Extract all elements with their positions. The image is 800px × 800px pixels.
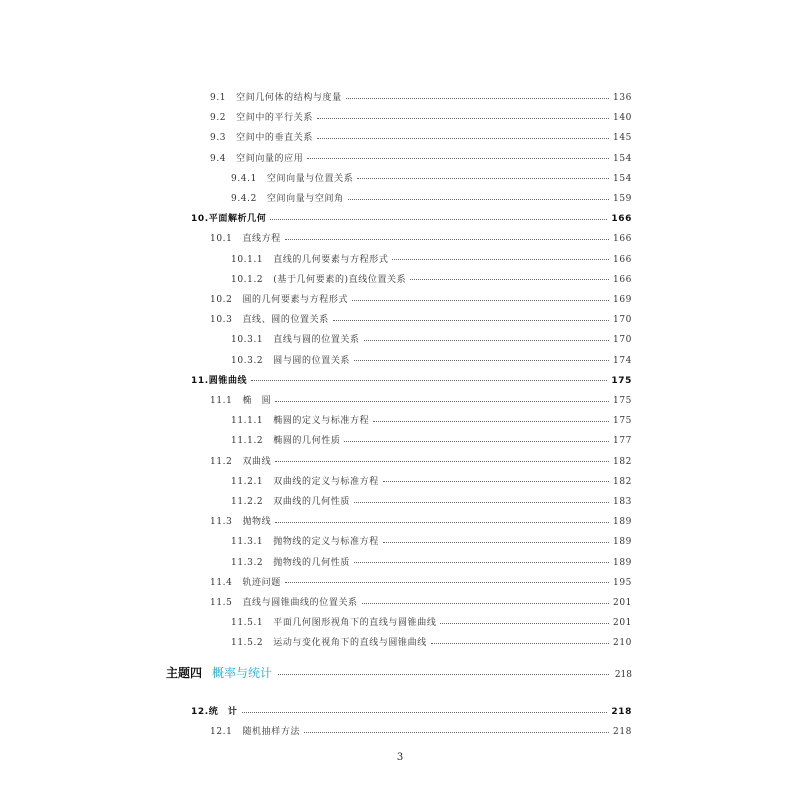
toc-entry[interactable]: [231, 534, 632, 547]
toc-entry-title: 圆与圆的位置关系: [273, 355, 351, 366]
toc-entry-page-number: 170: [613, 335, 632, 346]
dot-leader: [317, 117, 609, 119]
theme-name: 概率与统计: [212, 666, 273, 680]
dot-leader: [362, 602, 609, 604]
theme-label: 主题四: [166, 666, 203, 680]
toc-entry-title: 空间几何体的结构与度量: [236, 93, 342, 103]
toc-entry-number: 11.3.1: [231, 537, 264, 548]
toc-entry-number: 11.2: [210, 456, 233, 467]
toc-entry-page-number: 145: [613, 133, 632, 144]
toc-entry-title: 抛物线的定义与标准方程: [273, 537, 379, 548]
toc-entry-page-number: 174: [613, 355, 632, 366]
toc-entry-title: 椭圆的定义与标准方程: [273, 416, 370, 427]
toc-entry-number: 9.3: [210, 133, 227, 144]
toc-entry-title: 随机抽样方法: [242, 727, 301, 737]
toc-entry-page-number: 183: [613, 497, 632, 507]
toc-entry-number: 10.1.2: [231, 274, 264, 285]
toc-entry[interactable]: [210, 130, 632, 143]
toc-entry[interactable]: [210, 292, 632, 305]
toc-entry-title: 空间中的垂直关系: [236, 133, 313, 144]
toc-entry[interactable]: [210, 454, 632, 467]
toc-entry-page-number: 218: [613, 727, 632, 737]
toc-entry-title: 空间向量与空间角: [266, 194, 344, 204]
toc-entry-number: 9.4.2: [231, 194, 257, 204]
toc-entry-title: 直线、圆的位置关系: [242, 315, 329, 326]
toc-entry-title: 圆的几何要素与方程形式: [242, 295, 349, 305]
toc-entry-page-number: 182: [613, 456, 632, 467]
toc-entry-number: 11.: [191, 375, 209, 386]
toc-entry[interactable]: [231, 474, 632, 487]
toc-entry[interactable]: [210, 514, 632, 527]
page-footer-number: 3: [396, 752, 404, 763]
toc-entry-number: 10.1.1: [231, 254, 264, 265]
toc-entry[interactable]: [210, 312, 632, 325]
dot-leader: [364, 339, 609, 341]
toc-entry-title: 直线与圆锥曲线的位置关系: [242, 598, 358, 608]
toc-entry[interactable]: [231, 171, 632, 184]
toc-entry[interactable]: [231, 191, 632, 204]
toc-entry-page-number: 175: [611, 375, 632, 386]
toc-entry-page-number: 154: [613, 153, 632, 164]
toc-entry-number: 9.4: [210, 153, 227, 164]
toc-entry-title: 双曲线的几何性质: [273, 497, 351, 507]
toc-entry-title: 空间向量与位置关系: [266, 173, 354, 184]
toc-entry[interactable]: [231, 615, 632, 628]
dot-leader: [317, 137, 609, 139]
dot-leader: [383, 480, 609, 482]
toc-entry-number: 11.1.2: [231, 436, 264, 447]
toc-entry-number: 11.4: [210, 577, 233, 588]
dot-leader: [242, 711, 608, 713]
toc-entry-page-number: 166: [613, 254, 632, 265]
dot-leader: [275, 460, 609, 462]
toc-entry-number: 11.1.1: [231, 416, 264, 427]
dot-leader: [431, 642, 609, 644]
toc-entry-number: 11.3.2: [231, 557, 264, 568]
toc-entry-title: 空间中的平行关系: [236, 113, 313, 124]
toc-entry-page-number: 218: [611, 707, 632, 717]
toc-entry-number: 10.: [191, 214, 209, 225]
toc-entry[interactable]: [231, 332, 632, 345]
toc-entry[interactable]: [191, 704, 632, 717]
toc-entry-page-number: 201: [613, 598, 632, 608]
toc-entry-title: 直线的几何要素与方程形式: [273, 254, 389, 265]
toc-entry-page-number: 195: [613, 577, 632, 588]
toc-entry-number: 10.3.2: [231, 355, 264, 366]
toc-entry-number: 11.3: [210, 517, 233, 528]
toc-entry-title: 直线与圆的位置关系: [273, 335, 360, 346]
toc-entry-page-number: 210: [613, 638, 632, 649]
dot-leader: [333, 319, 609, 321]
toc-entry-number: 9.1: [210, 93, 227, 103]
toc-entry-page-number: 189: [613, 537, 632, 548]
toc-entry-page-number: 201: [613, 618, 632, 629]
toc-entry-page-number: 166: [613, 274, 632, 285]
toc-entry-number: 11.5.1: [231, 618, 264, 629]
toc-entry-page-number: 175: [613, 416, 632, 427]
toc-entry-number: 11.2.1: [231, 476, 264, 487]
toc-entry-title: 统 计: [208, 707, 238, 717]
toc-entry-page-number: 159: [613, 194, 632, 204]
toc-entry-page-number: 140: [613, 113, 632, 124]
toc-entry-title: 运动与变化视角下的直线与圆锥曲线: [273, 638, 427, 649]
toc-entry-number: 10.3.1: [231, 335, 264, 346]
toc-entry[interactable]: [210, 575, 632, 588]
toc-entry-title: 双曲线的定义与标准方程: [273, 476, 379, 487]
toc-entry-number: 10.1: [210, 234, 233, 245]
dot-leader: [354, 359, 609, 361]
toc-entry[interactable]: [210, 393, 632, 406]
dot-leader: [392, 258, 609, 260]
toc-entry-title: 双曲线: [242, 456, 272, 467]
toc-entry-title: 抛物线: [242, 517, 272, 528]
dot-leader: [285, 238, 609, 240]
toc-entry-title: 圆锥曲线: [208, 375, 248, 386]
toc-entry-title: 直线方程: [242, 234, 281, 245]
toc-entry-number: 12.: [191, 707, 209, 717]
toc-entry-page-number: 175: [613, 396, 632, 406]
dot-leader: [275, 521, 609, 523]
toc-entry[interactable]: [210, 724, 632, 737]
toc-entry-page-number: 136: [613, 93, 632, 103]
dot-leader: [344, 440, 609, 442]
toc-entry-number: 9.4.1: [231, 173, 257, 184]
toc-entry-title: 轨迹问题: [242, 577, 281, 588]
toc-entry-number: 10.2: [210, 295, 233, 305]
dot-leader: [352, 299, 609, 301]
toc-entry[interactable]: [231, 413, 632, 426]
dot-leader: [440, 622, 609, 624]
dot-leader: [354, 501, 609, 503]
toc-entry[interactable]: [191, 373, 632, 386]
toc-entry-number: 10.3: [210, 315, 233, 326]
toc-entry-page-number: 166: [613, 234, 632, 245]
toc-entry-page-number: 170: [613, 315, 632, 326]
toc-entry[interactable]: [210, 595, 632, 608]
toc-entry-number: 12.1: [210, 727, 233, 737]
toc-entry[interactable]: [191, 211, 632, 224]
toc-entry[interactable]: [231, 494, 632, 507]
toc-entry[interactable]: [231, 635, 632, 648]
dot-leader: [270, 218, 607, 220]
theme-heading[interactable]: [166, 664, 632, 681]
dot-leader: [383, 541, 609, 543]
toc-entry-title: (基于几何要素的)直线位置关系: [273, 274, 407, 285]
toc-entry-title: 空间向量的应用: [236, 153, 304, 164]
toc-entry-number: 11.5: [210, 598, 233, 608]
toc-entry-page-number: 169: [613, 295, 632, 305]
toc-entry[interactable]: [210, 110, 632, 123]
dot-leader: [357, 177, 609, 179]
toc-entry-title: 抛物线的几何性质: [273, 557, 351, 568]
dot-leader: [278, 673, 609, 675]
dot-leader: [346, 97, 609, 99]
toc-entry[interactable]: [231, 353, 632, 366]
toc-entry[interactable]: [210, 90, 632, 103]
toc-entry-number: 11.5.2: [231, 638, 264, 649]
toc-entry-title: 平面几何图形视角下的直线与圆锥曲线: [273, 618, 437, 629]
toc-entry-number: 9.2: [210, 113, 227, 124]
dot-leader: [285, 581, 609, 583]
toc-entry[interactable]: [231, 433, 632, 446]
toc-entry-number: 11.2.2: [231, 497, 264, 507]
toc-entry[interactable]: [231, 252, 632, 265]
dot-leader: [251, 379, 607, 381]
toc-entry[interactable]: [210, 151, 632, 164]
toc-entry-page-number: 177: [613, 436, 632, 447]
theme-page-number: 218: [614, 670, 632, 680]
toc-entry-page-number: 189: [613, 517, 632, 528]
dot-leader: [354, 561, 609, 563]
toc-entry-title: 平面解析几何: [208, 214, 267, 225]
toc-entry[interactable]: [231, 272, 632, 285]
dot-leader: [307, 157, 609, 159]
dot-leader: [410, 278, 609, 280]
toc-entry[interactable]: [231, 555, 632, 568]
toc-entry-page-number: 166: [611, 214, 632, 225]
dot-leader: [275, 400, 609, 402]
toc-entry-number: 11.1: [210, 396, 233, 406]
toc-entry-title: 椭圆的几何性质: [273, 436, 341, 447]
toc-entry-page-number: 189: [613, 557, 632, 568]
toc-entry-page-number: 154: [613, 173, 632, 184]
toc-entry-title: 椭 圆: [242, 396, 272, 406]
toc-entry[interactable]: [210, 231, 632, 244]
dot-leader: [373, 420, 609, 422]
dot-leader: [304, 731, 609, 733]
dot-leader: [348, 198, 609, 200]
toc-entry-page-number: 182: [613, 476, 632, 487]
